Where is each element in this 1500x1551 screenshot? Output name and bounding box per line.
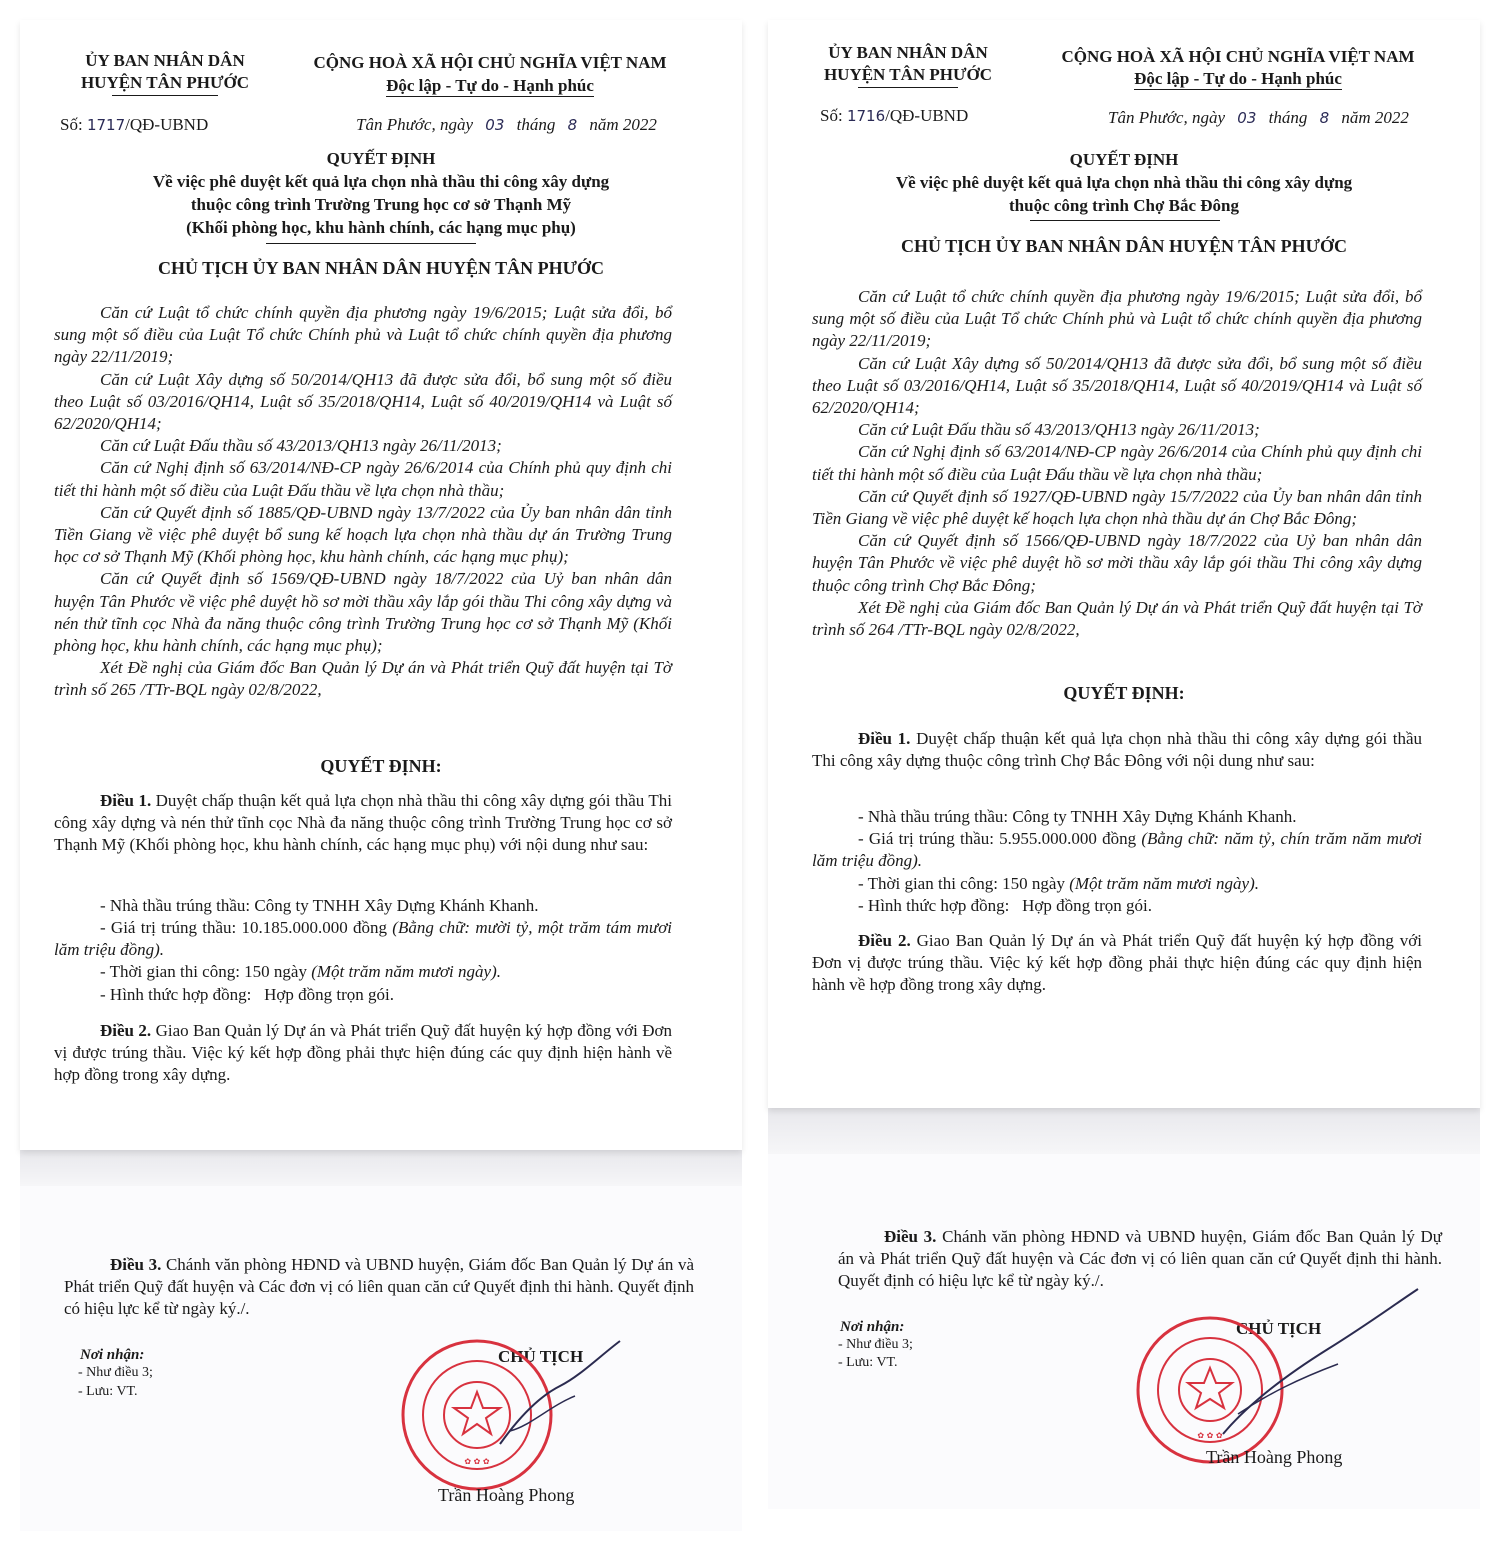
left-signer-name: Trần Hoàng Phong (438, 1485, 575, 1505)
left-agency-line2: HUYỆN TÂN PHƯỚC (80, 73, 250, 92)
right-signature (1208, 1284, 1428, 1444)
left-place: Tân Phước, ngày (356, 115, 474, 134)
right-recipients-label: Nơi nhận: (840, 1319, 905, 1335)
right-so-hand: 1716 (846, 107, 886, 125)
left-agency-underline (112, 95, 218, 96)
left-article-2 (54, 1020, 672, 1087)
left-art3-label: Điều 3. (110, 1255, 162, 1274)
left-document-page1 (20, 20, 742, 1150)
right-document-page2 (768, 1154, 1480, 1509)
right-article-1 (812, 728, 1422, 772)
right-basis-2: Căn cứ Luật Xây dựng số 50/2014/QH13 đã được sửa đổi, bổ sung một số điều theo Luật số 03/2016/QH14, Luật số 35/2018/QH14, Luật số 40/2019/QH14 và Luật số 62/2020/QH14; (812, 353, 1422, 418)
svg-text:✿ ✿ ✿: ✿ ✿ ✿ (464, 1457, 490, 1466)
left-article-1 (54, 790, 672, 857)
left-year: năm 2022 (589, 115, 657, 134)
left-nation: CỘNG HOÀ XÃ HỘI CHỦ NGHĨA VIỆT NAM (313, 53, 667, 72)
svg-text:✿ ✿ ✿: ✿ ✿ ✿ (1197, 1431, 1223, 1440)
right-basis-1: Căn cứ Luật tổ chức chính quyền địa phương ngày 19/6/2015; Luật sửa đổi, bổ sung một số điều của Luật Tổ chức Chính phủ và Luật tổ chức chính quyền địa phương ngày 22/11/2019; (812, 287, 1422, 351)
right-value-words: (Bằng chữ: năm tỷ, chín trăm năm mươi lăm triệu đồng). (812, 829, 1422, 871)
right-recipient-1: - Như điều 3; (838, 1337, 913, 1352)
right-decision-heading: QUYẾT ĐỊNH: (1063, 683, 1185, 703)
left-recipients-label: Nơi nhận: (80, 1347, 145, 1363)
right-value-text: - Giá trị trúng thầu: 5.955.000.000 đồng (858, 829, 1137, 848)
right-so-label: Số: (820, 106, 843, 125)
right-so-suffix: /QĐ-UBND (885, 106, 969, 125)
right-art3-label: Điều 3. (884, 1227, 937, 1246)
left-basis-5: Căn cứ Quyết định số 1885/QĐ-UBND ngày 13/7/2022 của Ủy ban nhân dân tỉnh Tiền Giang về việc phê duyệt bổ sung kế hoạch lựa chọn nhà thầu dự án Trường Trung học cơ sở Thạnh Mỹ (Khối phòng học, khu hành chính, các hạng mục phụ); (54, 502, 672, 567)
left-basis-2: Căn cứ Luật Xây dựng số 50/2014/QH13 đã được sửa đổi, bổ sung một số điều theo Luật số 03/2016/QH14, Luật số 35/2018/QH14, Luật số 40/2019/QH14 và Luật số 62/2020/QH14; (54, 369, 672, 434)
right-subject-2: thuộc công trình Chợ Bắc Đông (1009, 196, 1239, 215)
paper-gap-right (768, 1108, 1480, 1154)
left-article-3 (64, 1254, 694, 1321)
left-signature (490, 1336, 630, 1456)
right-month: 8 (1319, 109, 1330, 127)
left-chairman-heading: CHỦ TỊCH ỦY BAN NHÂN DÂN HUYỆN TÂN PHƯỚC (157, 258, 605, 278)
right-basis-7: Xét Đề nghị của Giám đốc Ban Quản lý Dự án và Phát triển Quỹ đất huyện tại Tờ trình số 264 /TTr-BQL ngày 02/8/2022, (812, 597, 1422, 640)
left-value-words: (Bằng chữ: mười tỷ, một trăm tám mươi lăm triệu đồng). (54, 918, 672, 960)
left-art3-text: Chánh văn phòng HĐND và UBND huyện, Giám đốc Ban Quản lý Dự án và Phát triển Quỹ đất huyện và Các đơn vị có liên quan căn cứ Quyết định thi hành. Quyết định có hiệu lực kể từ ngày ký./. (64, 1255, 695, 1319)
left-value (54, 917, 672, 961)
left-so-line (60, 114, 208, 136)
right-recipient-2: - Lưu: VT. (838, 1355, 898, 1370)
left-art1-text: Duyệt chấp thuận kết quả lựa chọn nhà thầu thi công xây dựng gói thầu Thi công xây dựng và nén thử tĩnh cọc Nhà đa năng thuộc công trình Trường Trung học cơ sở Thạnh Mỹ (Khối phòng học, khu hành chính, các hạng mục phụ) với nội dung như sau: (54, 791, 673, 855)
right-art1-text: Duyệt chấp thuận kết quả lựa chọn nhà thầu thi công xây dựng gói thầu Thi công xây dựng thuộc công trình Chợ Bắc Đông với nội dung như sau: (812, 729, 1422, 771)
left-art1-label: Điều 1. (100, 791, 152, 810)
left-duration: - Thời gian thi công: 150 ngày (Một trăm năm mươi ngày). (100, 962, 501, 981)
right-nation: CỘNG HOÀ XÃ HỘI CHỦ NGHĨA VIỆT NAM (1061, 47, 1415, 66)
paper-gap-left (20, 1150, 742, 1186)
left-subject-1: Về việc phê duyệt kết quả lựa chọn nhà thầu thi công xây dựng (152, 172, 610, 191)
right-art2-label: Điều 2. (858, 931, 911, 950)
right-place: Tân Phước, ngày (1108, 108, 1226, 127)
right-so-line (820, 105, 968, 127)
right-title: QUYẾT ĐỊNH (1069, 150, 1179, 169)
right-motto (1038, 68, 1438, 90)
left-basis-3: Căn cứ Luật Đấu thầu số 43/2013/QH13 ngày 26/11/2013; (100, 436, 502, 456)
right-duration: - Thời gian thi công: 150 ngày (Một trăm năm mươi ngày). (858, 874, 1259, 893)
left-decision-heading: QUYẾT ĐỊNH: (320, 756, 442, 776)
right-contractor: - Nhà thầu trúng thầu: Công ty TNHH Xây Dựng Khánh Khanh. (858, 807, 1297, 826)
right-basis-3: Căn cứ Luật Đấu thầu số 43/2013/QH13 ngày 26/11/2013; (858, 420, 1260, 440)
left-motto-text: Độc lập - Tự do - Hạnh phúc (386, 76, 594, 95)
left-month: 8 (567, 116, 578, 134)
left-date-line (356, 114, 657, 136)
left-art2-text: Giao Ban Quản lý Dự án và Phát triển Quỹ đất huyện ký hợp đồng với Đơn vị được trúng thầu. Việc ký kết hợp đồng phải thực hiện đúng các quy định hiện hành về hợp đồng trong xây dựng. (54, 1021, 672, 1085)
right-agency-line2: HUYỆN TÂN PHƯỚC (823, 65, 993, 84)
right-art3-text: Chánh văn phòng HĐND và UBND huyện, Giám đốc Ban Quản lý Dự án và Phát triển Quỹ đất huyện và Các đơn vị có liên quan căn cứ Quyết định thi hành. Quyết định có hiệu lực kể từ ngày ký./. (838, 1227, 1443, 1291)
right-day: 03 (1237, 109, 1257, 127)
left-so-label: Số: (60, 115, 83, 134)
left-recipient-2: - Lưu: VT. (78, 1384, 138, 1399)
right-art1-label: Điều 1. (858, 729, 911, 748)
right-value (812, 828, 1422, 872)
right-agency-line1: ỦY BAN NHÂN DÂN (828, 43, 988, 62)
right-article-2 (812, 930, 1422, 997)
right-agency-underline (858, 87, 958, 88)
left-subject-2: thuộc công trình Trường Trung học cơ sở Thạnh Mỹ (190, 195, 572, 214)
left-signer-title: CHỦ TỊCH (498, 1347, 584, 1366)
right-basis-5: Căn cứ Quyết định số 1927/QĐ-UBND ngày 15/7/2022 của Ủy ban nhân dân tỉnh Tiền Giang về việc phê duyệt kế hoạch lựa chọn nhà thầu dự án Chợ Bắc Đông; (812, 486, 1422, 529)
left-bases (54, 302, 672, 702)
right-signer-name: Trần Hoàng Phong (1206, 1447, 1343, 1467)
right-contract-form: - Hình thức hợp đồng: Hợp đồng trọn gói. (858, 896, 1152, 915)
right-subject-1: Về việc phê duyệt kết quả lựa chọn nhà thầu thi công xây dựng (895, 173, 1353, 192)
right-art2-text: Giao Ban Quản lý Dự án và Phát triển Quỹ đất huyện ký hợp đồng với Đơn vị được trúng thầu. Việc ký kết hợp đồng phải thực hiện đúng các quy định hiện hành về hợp đồng trong xây dựng. (812, 931, 1423, 995)
left-contractor: - Nhà thầu trúng thầu: Công ty TNHH Xây Dựng Khánh Khanh. (100, 896, 539, 915)
right-basis-6: Căn cứ Quyết định số 1566/QĐ-UBND ngày 18/7/2022 của Uỷ ban nhân dân huyện Tân Phước về việc phê duyệt hồ sơ mời thầu xây lắp gói thầu Thi công xây dựng thuộc công trình Chợ Bắc Đông; (812, 531, 1422, 595)
left-so-hand: 1717 (86, 116, 126, 134)
left-document-page2 (20, 1186, 742, 1531)
right-basis-4: Căn cứ Nghị định số 63/2014/NĐ-CP ngày 26/6/2014 của Chính phủ quy định chi tiết thi hành một số điều của Luật Đấu thầu về lựa chọn nhà thầu; (812, 442, 1422, 484)
right-year: năm 2022 (1341, 108, 1409, 127)
left-recipient-1: - Như điều 3; (78, 1365, 153, 1380)
left-agency-line1: ỦY BAN NHÂN DÂN (85, 51, 245, 70)
right-signer-title: CHỦ TỊCH (1236, 1319, 1322, 1338)
left-value-text: - Giá trị trúng thầu: 10.185.000.000 đồng (100, 918, 388, 937)
left-basis-6: Căn cứ Quyết định số 1569/QĐ-UBND ngày 18/7/2022 của Uỷ ban nhân dân huyện Tân Phước về việc phê duyệt hồ sơ mời thầu xây lắp gói thầu Thi công xây dựng và nén thử tĩnh cọc Nhà đa năng thuộc công trình Trường Trung học cơ sở Thạnh Mỹ (Khối phòng học, khu hành chính, các hạng mục phụ); (54, 569, 672, 656)
left-subject-underline (266, 243, 476, 244)
right-document-page1 (768, 20, 1480, 1108)
right-bases (812, 286, 1422, 641)
left-title: QUYẾT ĐỊNH (326, 149, 436, 168)
left-contract-form: - Hình thức hợp đồng: Hợp đồng trọn gói. (100, 985, 394, 1004)
left-subject-3: (Khối phòng học, khu hành chính, các hạng mục phụ) (186, 218, 576, 237)
left-motto (290, 75, 690, 97)
right-date-line (1108, 107, 1409, 129)
left-basis-4: Căn cứ Nghị định số 63/2014/NĐ-CP ngày 26/6/2014 của Chính phủ quy định chi tiết thi hành một số điều của Luật Đấu thầu về lựa chọn nhà thầu; (54, 458, 672, 500)
right-chairman-heading: CHỦ TỊCH ỦY BAN NHÂN DÂN HUYỆN TÂN PHƯỚC (900, 236, 1348, 256)
left-day: 03 (485, 116, 505, 134)
right-article-3 (838, 1226, 1442, 1293)
left-month-word: tháng (516, 115, 556, 134)
right-month-word: tháng (1268, 108, 1308, 127)
left-so-suffix: /QĐ-UBND (125, 115, 209, 134)
right-subject-underline (1030, 220, 1220, 221)
left-art2-label: Điều 2. (100, 1021, 152, 1040)
left-basis-7: Xét Đề nghị của Giám đốc Ban Quản lý Dự án và Phát triển Quỹ đất huyện tại Tờ trình số 265 /TTr-BQL ngày 02/8/2022, (54, 658, 672, 700)
right-motto-text: Độc lập - Tự do - Hạnh phúc (1134, 69, 1342, 88)
left-basis-1: Căn cứ Luật tổ chức chính quyền địa phương ngày 19/6/2015; Luật sửa đổi, bổ sung một số điều của Luật Tổ chức Chính phủ và Luật tổ chức chính quyền địa phương ngày 22/11/2019; (54, 303, 672, 367)
